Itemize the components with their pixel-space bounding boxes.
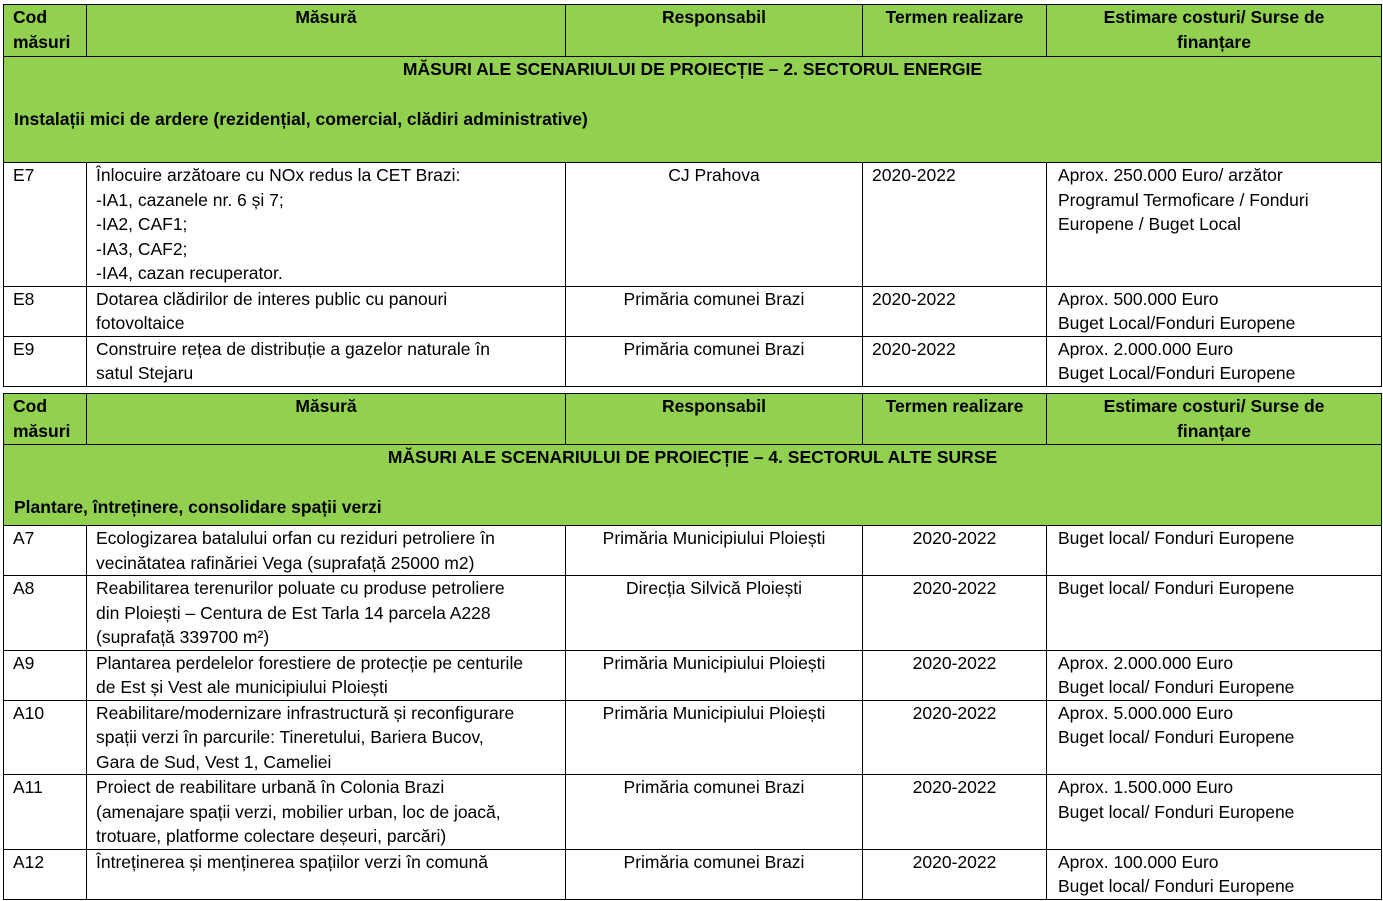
table-body — [4, 445, 1382, 900]
measure-line: (suprafață 339700 m²) — [96, 627, 270, 647]
measure-line: Dotarea clădirilor de interes public cu panouri — [96, 288, 448, 309]
measure-code: A8 — [4, 576, 87, 651]
responsible: Primăria comunei Brazi — [566, 849, 863, 899]
table-row — [4, 849, 1382, 899]
cost-line: Programul Termoficare / Fonduri — [1058, 189, 1309, 210]
cost-line: Aprox. 500.000 Euro — [1058, 288, 1219, 309]
measure-line: Gara de Sud, Vest 1, Cameliei — [96, 751, 332, 772]
term: 2020-2022 — [863, 286, 1047, 336]
table-row — [4, 526, 1382, 576]
responsible: Primăria Municipiului Ploiești — [566, 526, 863, 576]
table-row — [4, 163, 1382, 287]
cost-line: Buget local/ Fonduri Europene — [1058, 876, 1295, 896]
cost-line: Aprox. 2.000.000 Euro — [1058, 338, 1234, 359]
header-term: Termen realizare — [863, 394, 1047, 445]
responsible: Direcția Silvică Ploiești — [566, 576, 863, 651]
header-costs: Estimare costuri/ Surse de finanțare — [1047, 5, 1382, 57]
measure-description — [87, 336, 566, 386]
measure-code: E9 — [4, 336, 87, 386]
cost-estimate — [1047, 700, 1382, 775]
measure-code: E8 — [4, 286, 87, 336]
table-row — [4, 336, 1382, 386]
table-body — [4, 57, 1382, 387]
section-subtitle: Plantare, întreținere, consolidare spații verzi — [14, 496, 382, 517]
section-row — [4, 57, 1382, 163]
measure-line: Reabilitarea terenurilor poluate cu produse petroliere — [96, 578, 505, 598]
responsible: Primăria Municipiului Ploiești — [566, 650, 863, 700]
measure-line: -IA3, CAF2; — [96, 238, 188, 259]
section-row — [4, 445, 1382, 526]
header-row — [4, 394, 1382, 445]
header-term: Termen realizare — [863, 5, 1047, 57]
measure-code: A9 — [4, 650, 87, 700]
measure-line: (amenajare spații verzi, mobilier urban, loc de joacă, — [96, 801, 501, 822]
measure-line: spații verzi în parcurile: Tineretului, Bariera Bucov, — [96, 727, 484, 747]
responsible: Primăria comunei Brazi — [566, 286, 863, 336]
measure-description — [87, 576, 566, 651]
measure-line: Plantarea perdelelor forestiere de protecție pe centurile — [96, 652, 524, 673]
energy-measures-table — [3, 4, 1382, 387]
other-sources-measures-table — [3, 393, 1382, 900]
measure-line: Înlocuire arzătoare cu NOx redus la CET Brazi: — [96, 165, 461, 185]
cost-estimate — [1047, 336, 1382, 386]
term: 2020-2022 — [863, 849, 1047, 899]
measure-line: Construire rețea de distribuție a gazelor naturale în — [96, 338, 490, 359]
cost-line: Buget Local/Fonduri Europene — [1058, 313, 1296, 333]
measure-line: Proiect de reabilitare urbană în Colonia Brazi — [96, 777, 445, 797]
cost-line: Europene / Buget Local — [1058, 214, 1241, 234]
header-measure: Măsură — [87, 5, 566, 57]
measure-line: satul Stejaru — [96, 363, 194, 383]
section-title: MĂSURI ALE SCENARIULUI DE PROIECȚIE – 4. SECTORUL ALTE SURSE — [387, 447, 998, 467]
table-row — [4, 700, 1382, 775]
term: 2020-2022 — [863, 336, 1047, 386]
cost-estimate — [1047, 775, 1382, 850]
measure-description — [87, 163, 566, 287]
cost-line: Buget local/ Fonduri Europene — [1058, 528, 1295, 548]
header-responsible: Responsabil — [566, 5, 863, 57]
cost-estimate — [1047, 526, 1382, 576]
table-row — [4, 576, 1382, 651]
measure-line: -IA4, cazan recuperator. — [96, 263, 283, 283]
term: 2020-2022 — [863, 700, 1047, 775]
header-code: Cod măsuri — [4, 394, 87, 445]
responsible: CJ Prahova — [566, 163, 863, 287]
cost-line: Aprox. 2.000.000 Euro — [1058, 652, 1234, 673]
measure-line: din Ploiești – Centura de Est Tarla 14 parcela A228 — [96, 602, 491, 623]
measure-line: trotuare, platforme colectare deșeuri, parcări) — [96, 826, 447, 846]
cost-estimate — [1047, 650, 1382, 700]
term: 2020-2022 — [863, 650, 1047, 700]
cost-line: Buget local/ Fonduri Europene — [1058, 727, 1295, 747]
header-row — [4, 5, 1382, 57]
measure-line: de Est și Vest ale municipiului Ploiești — [96, 677, 388, 697]
measure-description — [87, 286, 566, 336]
cost-line: Buget local/ Fonduri Europene — [1058, 677, 1295, 697]
measure-line: Reabilitare/modernizare infrastructură și reconfigurare — [96, 702, 515, 723]
header-responsible: Responsabil — [566, 394, 863, 445]
measure-code: A10 — [4, 700, 87, 775]
measure-description — [87, 775, 566, 850]
cost-line: Aprox. 1.500.000 Euro — [1058, 777, 1234, 797]
cost-line: Aprox. 100.000 Euro — [1058, 851, 1219, 872]
measure-code: A11 — [4, 775, 87, 850]
term: 2020-2022 — [863, 526, 1047, 576]
header-costs: Estimare costuri/ Surse de finanțare — [1047, 394, 1382, 445]
cost-line: Aprox. 250.000 Euro/ arzător — [1058, 165, 1283, 185]
measure-description — [87, 650, 566, 700]
cost-line: Buget local/ Fonduri Europene — [1058, 578, 1295, 598]
table-row — [4, 650, 1382, 700]
measure-code: A7 — [4, 526, 87, 576]
measure-line: Întreținerea și menținerea spațiilor verzi în comună — [96, 851, 488, 872]
measure-description — [87, 849, 566, 899]
measure-code: E7 — [4, 163, 87, 287]
responsible: Primăria Municipiului Ploiești — [566, 700, 863, 775]
table-row — [4, 775, 1382, 850]
section-subtitle: Instalații mici de ardere (rezidențial, comercial, clădiri administrative) — [14, 108, 588, 129]
measure-line: -IA1, cazanele nr. 6 și 7; — [96, 189, 284, 210]
responsible: Primăria comunei Brazi — [566, 336, 863, 386]
section-title: MĂSURI ALE SCENARIULUI DE PROIECȚIE – 2. SECTORUL ENERGIE — [402, 59, 983, 79]
measure-line: Ecologizarea batalului orfan cu reziduri petroliere în — [96, 528, 495, 548]
measure-line: fotovoltaice — [96, 313, 185, 333]
cost-estimate — [1047, 163, 1382, 287]
measure-description — [87, 700, 566, 775]
section-cell — [4, 445, 1382, 526]
table-row — [4, 286, 1382, 336]
cost-estimate — [1047, 849, 1382, 899]
measure-code: A12 — [4, 849, 87, 899]
cost-estimate — [1047, 286, 1382, 336]
header-code: Cod măsuri — [4, 5, 87, 57]
term: 2020-2022 — [863, 163, 1047, 287]
cost-line: Buget local/ Fonduri Europene — [1058, 801, 1295, 822]
responsible: Primăria comunei Brazi — [566, 775, 863, 850]
measure-line: vecinătatea rafinăriei Vega (suprafață 25000 m2) — [96, 552, 475, 573]
measure-line: -IA2, CAF1; — [96, 214, 188, 234]
cost-estimate — [1047, 576, 1382, 651]
cost-line: Aprox. 5.000.000 Euro — [1058, 702, 1234, 723]
header-measure: Măsură — [87, 394, 566, 445]
cost-line: Buget Local/Fonduri Europene — [1058, 363, 1296, 383]
section-cell — [4, 57, 1382, 163]
term: 2020-2022 — [863, 576, 1047, 651]
measure-description — [87, 526, 566, 576]
term: 2020-2022 — [863, 775, 1047, 850]
